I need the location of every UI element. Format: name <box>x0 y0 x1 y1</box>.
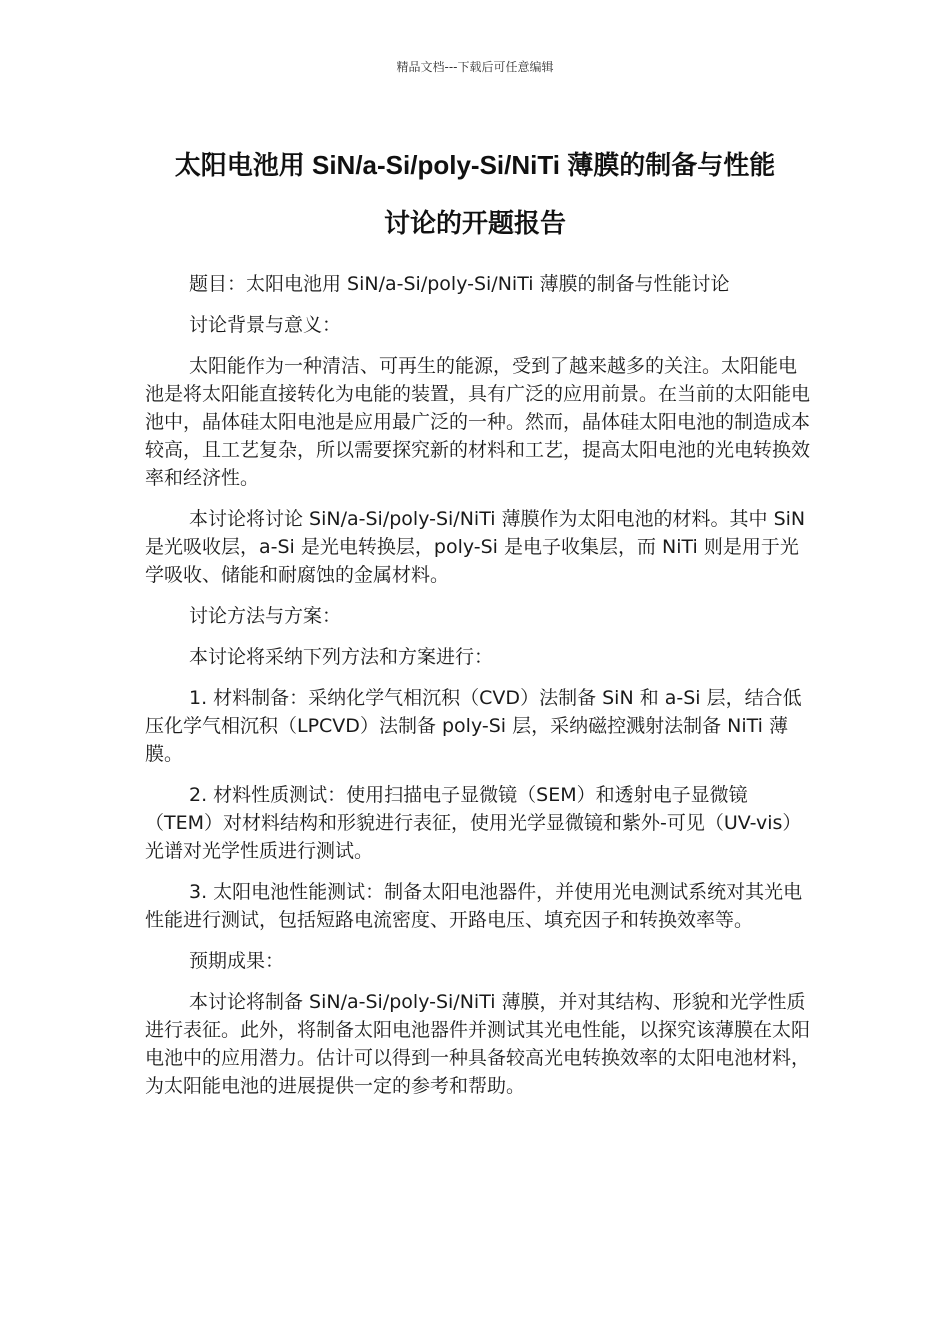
section-heading-methods: 讨论方法与方案： <box>189 605 342 627</box>
section-heading-outcomes: 预期成果： <box>189 950 285 972</box>
page-header-note: 精品文档---下载后可任意编辑 <box>396 60 554 74</box>
method-item-2: 2. 材料性质测试：使用扫描电子显微镜（SEM）和透射电子显微镜（TEM）对材料结构和形貌进行表征，使用光学显微镜和紫外-可见（UV-vis）光谱对光学性质进行测试。 <box>145 784 802 862</box>
topic-line: 题目：太阳电池用 SiN/a-Si/poly-Si/NiTi 薄膜的制备与性能讨论 <box>189 273 730 295</box>
background-paragraph: 太阳能作为一种清洁、可再生的能源，受到了越来越多的关注。太阳能电池是将太阳能直接转化为电能的装置，具有广泛的应用前景。在当前的太阳能电池中，晶体硅太阳电池是应用最广泛的一种。然而，晶体硅太阳电池的制造成本较高，且工艺复杂，所以需要探究新的材料和工艺，提高太阳电池的光电转换效率和经济性。 <box>145 355 811 489</box>
title-line-1: 太阳电池用 SiN/a-Si/poly-Si/NiTi 薄膜的制备与性能 <box>174 150 776 180</box>
title-line-2: 讨论的开题报告 <box>383 208 566 238</box>
method-item-3: 3. 太阳电池性能测试：制备太阳电池器件，并使用光电测试系统对其光电性能进行测试，包括短路电流密度、开路电压、填充因子和转换效率等。 <box>145 881 803 931</box>
section-heading-background: 讨论背景与意义： <box>189 314 342 336</box>
material-paragraph: 本讨论将讨论 SiN/a-Si/poly-Si/NiTi 薄膜作为太阳电池的材料。其中 SiN 是光吸收层，a-Si 是光电转换层，poly-Si 是电子收集层，而 NiTi 则是用于光学吸收、储能和耐腐蚀的金属材料。 <box>145 508 806 586</box>
document-title <box>120 136 830 252</box>
method-item-1: 1. 材料制备：采纳化学气相沉积（CVD）法制备 SiN 和 a-Si 层，结合低压化学气相沉积（LPCVD）法制备 poly-Si 层，采纳磁控溅射法制备 NiTi 薄膜。 <box>145 687 802 765</box>
methods-intro: 本讨论将采纳下列方法和方案进行： <box>189 646 494 668</box>
outcomes-paragraph: 本讨论将制备 SiN/a-Si/poly-Si/NiTi 薄膜，并对其结构、形貌和光学性质进行表征。此外，将制备太阳电池器件并测试其光电性能，以探究该薄膜在太阳电池中的应用潜力。估计可以得到一种具备较高光电转换效率的太阳电池材料，为太阳能电池的进展提供一定的参考和帮助。 <box>145 991 811 1097</box>
document-body <box>145 270 810 1113</box>
